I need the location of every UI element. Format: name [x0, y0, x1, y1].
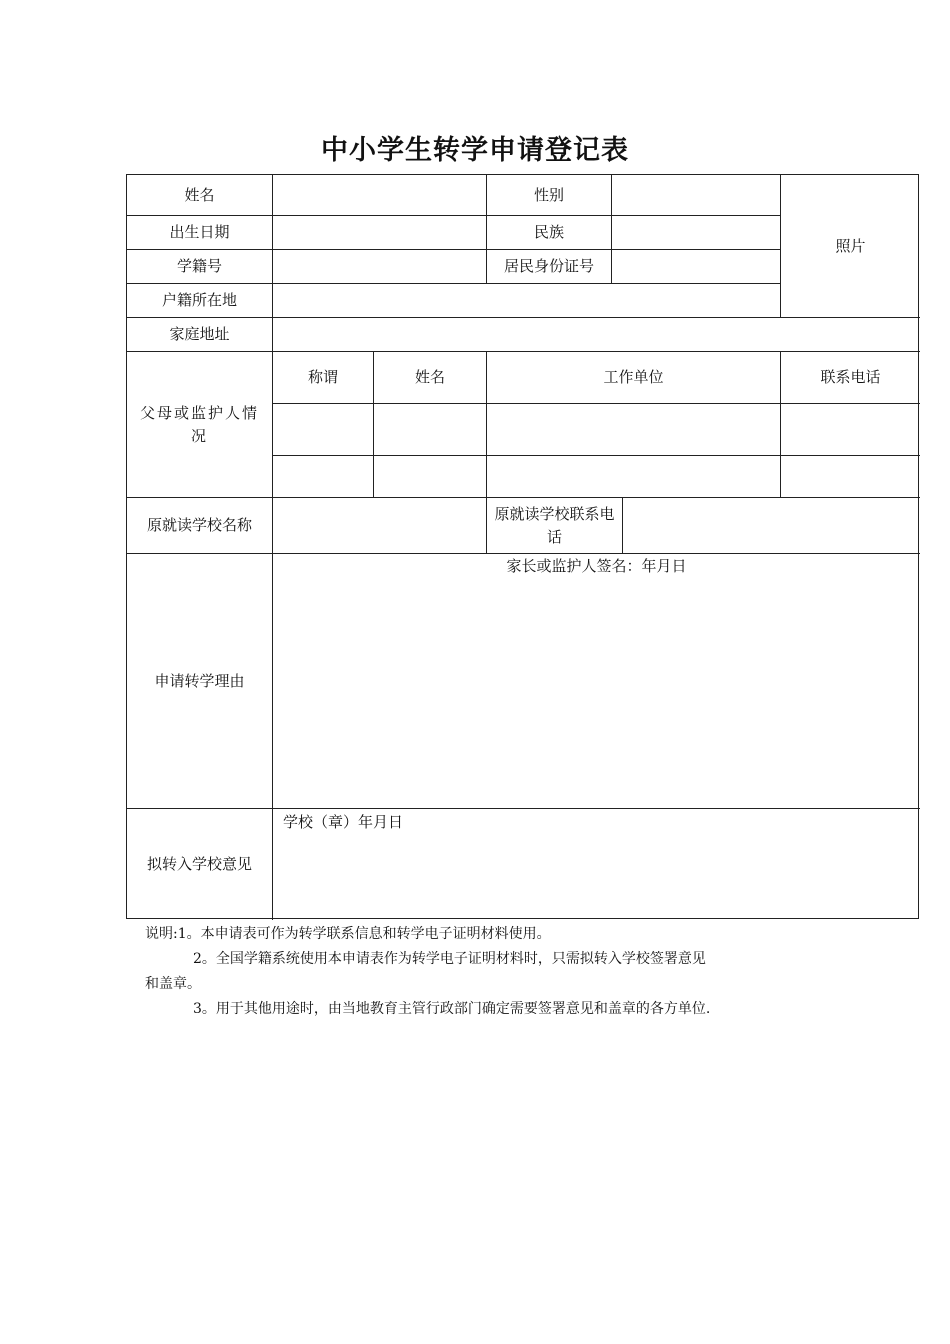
- ethnicity-label: 民族: [533, 223, 564, 242]
- reason-field[interactable]: [273, 554, 920, 808]
- note-2: 2。全国学籍系统使用本申请表作为转学电子证明材料时，只需拟转入学校签署意见: [193, 951, 706, 967]
- note-1: 说明:1。本申请表可作为转学联系信息和转学电子证明材料使用。: [145, 926, 551, 942]
- home-address-label: 家庭地址: [169, 325, 230, 344]
- name-field[interactable]: [273, 175, 486, 215]
- col-divider: [486, 497, 487, 553]
- id-card-field[interactable]: [612, 250, 780, 283]
- transfer-application-form: [126, 174, 919, 919]
- target-opinion-label: 拟转入学校意见: [146, 854, 252, 873]
- guardian-header-employer: 工作单位: [603, 368, 664, 387]
- target-opinion-field[interactable]: [273, 809, 920, 919]
- guardian-2-phone-field[interactable]: [781, 456, 920, 497]
- ethnicity-field[interactable]: [612, 216, 780, 249]
- prev-school-name-field[interactable]: [273, 498, 486, 553]
- guardian-1-name-field[interactable]: [374, 404, 486, 455]
- guardian-2-employer-field[interactable]: [487, 456, 780, 497]
- note-2-continued: 和盖章。: [145, 976, 201, 992]
- prev-school-phone-field[interactable]: [623, 498, 920, 553]
- photo-box[interactable]: 照片: [835, 236, 866, 255]
- guardian-header-relation: 称谓: [307, 368, 338, 387]
- birth-date-field[interactable]: [273, 216, 486, 249]
- gender-label: 性别: [533, 185, 564, 204]
- target-school-stamp-line: 学校（章）年月日: [283, 813, 404, 831]
- form-notes: [145, 922, 710, 1022]
- household-location-field[interactable]: [273, 284, 780, 317]
- guardian-info-label: 父母或监护人情况: [139, 404, 259, 445]
- reason-label: 申请转学理由: [154, 671, 245, 690]
- prev-school-name-label: 原就读学校名称: [146, 516, 252, 535]
- guardian-header-phone: 联系电话: [820, 368, 881, 387]
- guardian-header-name: 姓名: [414, 368, 445, 387]
- birth-date-label: 出生日期: [169, 223, 230, 242]
- form-title: 中小学生转学申请登记表: [321, 135, 629, 166]
- guardian-1-phone-field[interactable]: [781, 404, 920, 455]
- guardian-1-employer-field[interactable]: [487, 404, 780, 455]
- name-label: 姓名: [184, 185, 215, 204]
- note-3: 3。用于其他用途时，由当地教育主管行政部门确定需要签署意见和盖章的各方单位.: [193, 1001, 711, 1017]
- home-address-field[interactable]: [273, 318, 920, 351]
- guardian-1-relation-field[interactable]: [273, 404, 373, 455]
- gender-field[interactable]: [612, 175, 780, 215]
- student-id-label: 学籍号: [176, 257, 222, 276]
- student-id-field[interactable]: [273, 250, 486, 283]
- reason-signature-line: 家长或监护人签名：年月日: [506, 557, 687, 575]
- guardian-2-relation-field[interactable]: [273, 456, 373, 497]
- id-card-label: 居民身份证号: [503, 257, 594, 276]
- prev-school-phone-label: 原就读学校联系电话: [494, 505, 615, 546]
- guardian-2-name-field[interactable]: [374, 456, 486, 497]
- household-location-label: 户籍所在地: [161, 291, 237, 310]
